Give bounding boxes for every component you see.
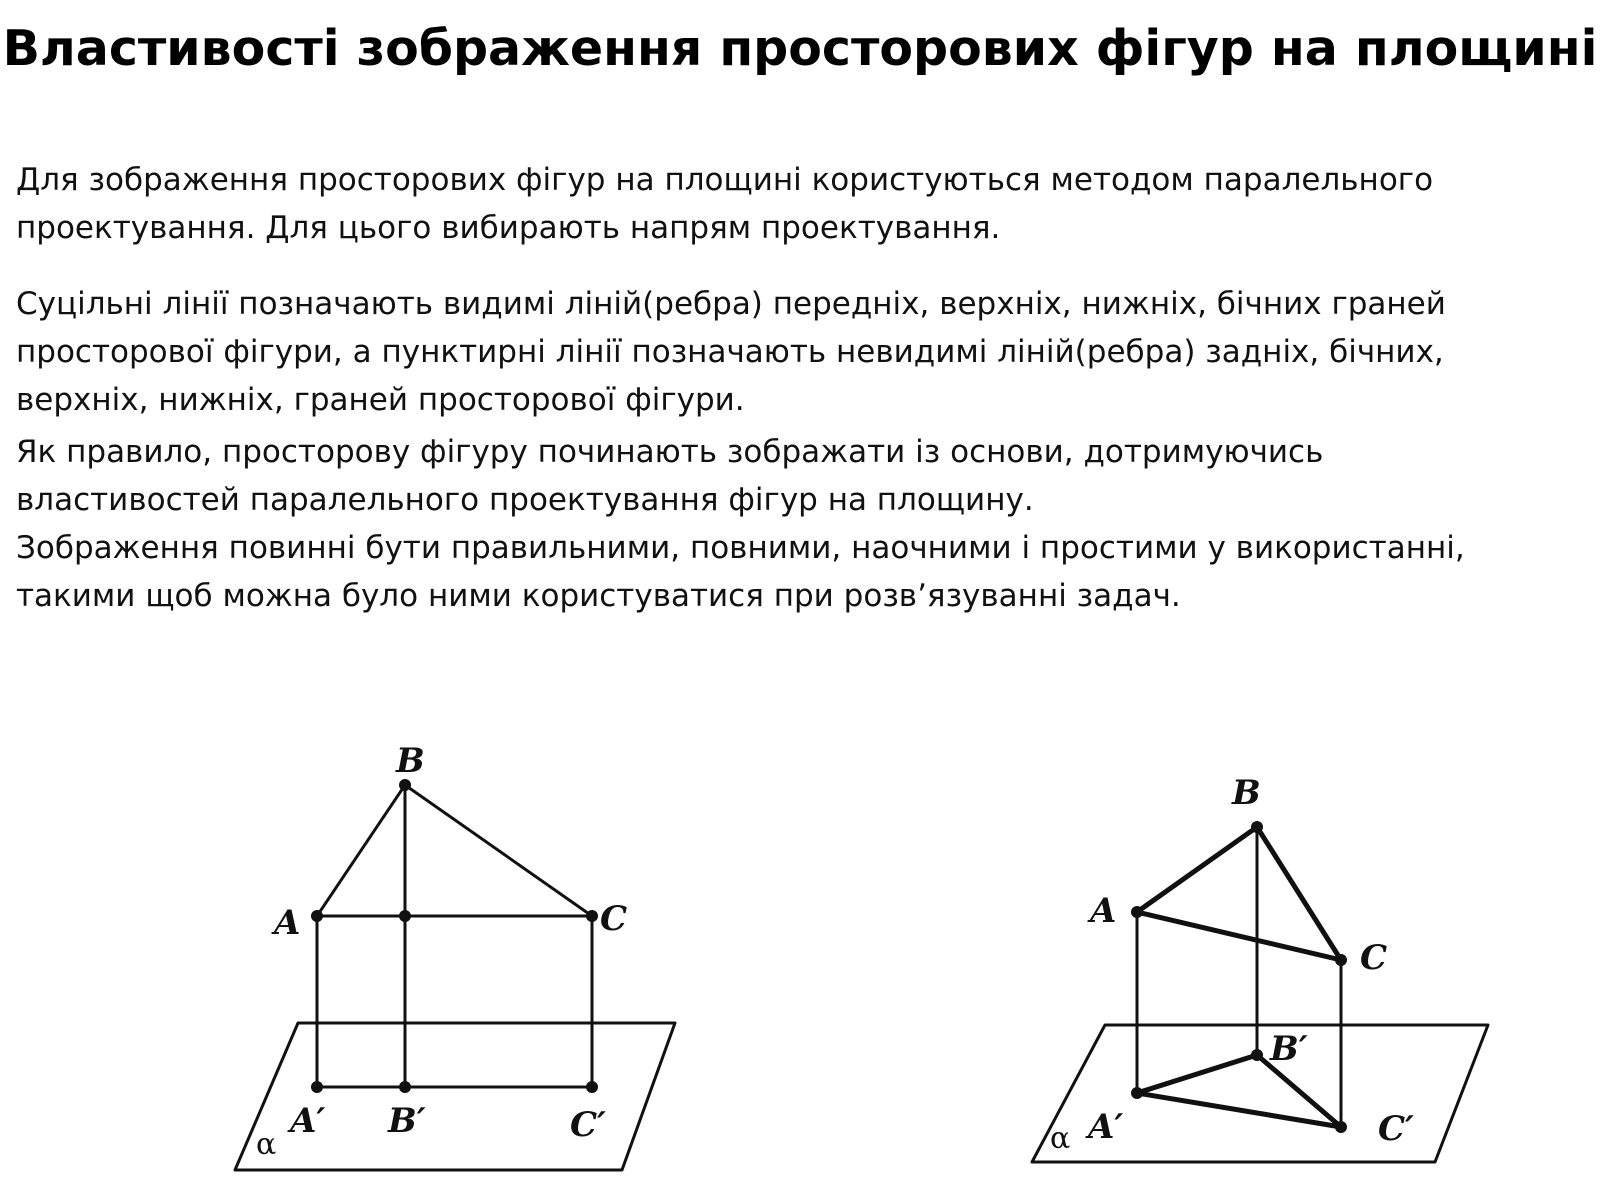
paragraph-line: Як правило, просторову фігуру починають зображати із основи, дотримуючись [16, 434, 1324, 470]
point-B-prime [399, 1081, 411, 1093]
label-B: B [396, 741, 425, 781]
edge-AB [1137, 827, 1257, 912]
paragraph-line: Суцільні лінії позначають видимі ліній(ребра) передніх, верхніх, нижніх, бічних граней [16, 286, 1446, 322]
label-A-prime: A′ [1088, 1107, 1124, 1147]
paragraph-line: проектування. Для цього вибирають напрям проектування. [16, 210, 1001, 246]
label-B: B [1232, 773, 1261, 813]
point-A-prime [311, 1081, 323, 1093]
edge-A-prime-B-prime [1137, 1055, 1257, 1093]
label-B-prime: B′ [388, 1101, 426, 1141]
label-A: A [274, 903, 301, 943]
point-C-prime [586, 1081, 598, 1093]
paragraph-line: верхніх, нижніх, граней просторової фігури. [16, 382, 745, 418]
left-projection-figure [200, 740, 720, 1190]
point-C-prime [1335, 1121, 1347, 1133]
point-A [311, 910, 323, 922]
label-A: A [1090, 891, 1117, 931]
point-C [586, 910, 598, 922]
edge-BC [1257, 827, 1341, 960]
label-A-prime: A′ [290, 1101, 326, 1141]
label-C-prime: C′ [570, 1105, 607, 1145]
paragraph-line-types [16, 280, 1586, 424]
label-C-prime: C′ [1378, 1109, 1415, 1149]
label-B-prime: B′ [1270, 1029, 1308, 1069]
plane-alpha [235, 1023, 675, 1170]
paragraph-line: такими щоб можна було ними користуватися при розв’язуванні задач. [16, 578, 1181, 614]
edge-AB [317, 785, 405, 916]
edge-AC [1137, 912, 1341, 960]
paragraph-line: просторової фігури, а пунктирні лінії позначають невидимі ліній(ребра) задніх, бічних, [16, 334, 1444, 370]
point-AC-mid [399, 910, 411, 922]
paragraph-line: Для зображення просторових фігур на площині користуються методом паралельного [16, 162, 1434, 198]
label-C: C [600, 899, 628, 939]
point-C [1335, 954, 1347, 966]
point-A-prime [1131, 1087, 1143, 1099]
paragraph-drawing-rules [16, 428, 1586, 620]
label-alpha: α [1050, 1121, 1071, 1156]
label-C: C [1360, 938, 1388, 978]
point-A [1131, 906, 1143, 918]
edge-BC [405, 785, 592, 916]
paragraph-line: Зображення повинні бути правильними, повними, наочними і простими у використанні, [16, 530, 1465, 566]
paragraph-projection-method [16, 156, 1586, 252]
slide-title: Властивості зображення просторових фігур на площині [2, 20, 1598, 77]
point-B [1251, 821, 1263, 833]
right-projection-figure [1010, 760, 1530, 1190]
label-alpha: α [256, 1127, 277, 1162]
paragraph-line: властивостей паралельного проектування фігур на площину. [16, 482, 1034, 518]
point-B-prime [1251, 1049, 1263, 1061]
